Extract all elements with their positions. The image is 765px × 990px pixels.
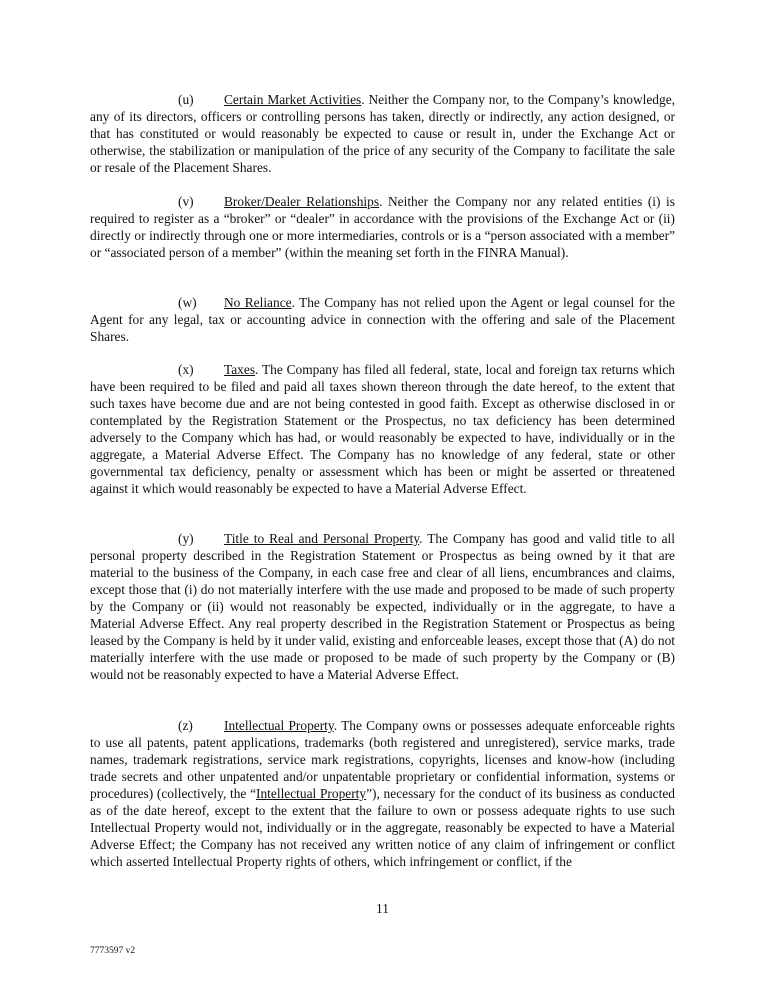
section-v-body: . Neither the Company nor any related entities (i) is required to register as a “broker” or “dealer” in accordance with the provisions of the Exchange Act or (ii) directly or indirectly through one or more intermediaries, controls or is a “person associated with a member” or “associated person of a member” (within the meaning set forth in the FINRA Manual). — [90, 194, 675, 260]
section-z-body-after: ”), necessary for the conduct of its business as conducted as of the date hereof, except to the extent that the failure to own or possess adequate rights to use such Intellectual Property would not, individually or in the aggregate, reasonably be expected to have a Material Adverse Effect; the Company has not received any written notice of any claim of infringement or conflict which asserted Intellectual Property rights of others, which infringement or conflict, if the — [90, 786, 675, 869]
section-w-body: . The Company has not relied upon the Agent or legal counsel for the Agent for any legal, tax or accounting advice in connection with the offering and sale of the Placement Shares. — [90, 295, 675, 344]
section-w-marker: (w) — [178, 295, 197, 310]
section-v-marker: (v) — [178, 194, 194, 209]
section-x-marker: (x) — [178, 362, 194, 377]
section-u-marker: (u) — [178, 92, 194, 107]
section-u-heading: Certain Market Activities — [224, 92, 362, 107]
defined-term-intellectual-property: Intellectual Property — [256, 786, 367, 801]
section-x-body: . The Company has filed all federal, state, local and foreign tax returns which have been required to be filed and paid all taxes shown thereon through the date hereof, to the extent that such taxes have become due and are not being contested in good faith. Except as otherwise disclosed in or contemplated by the Registration Statement or the Prospectus, no tax deficiency has been determined adversely to the Company which has had, or would reasonably be expected to have, individually or in the aggregate, a Material Adverse Effect. The Company has no knowledge of any federal, state or other governmental tax deficiency, penalty or assessment which has been or might be asserted or threatened against it which would reasonably be expected to have a Material Adverse Effect. — [90, 362, 675, 496]
section-u-body: . Neither the Company nor, to the Company’s knowledge, any of its directors, officers or controlling persons has taken, directly or indirectly, any action designed, or that has constituted or would reasonably be expected to cause or result in, under the Exchange Act or otherwise, the stabilization or manipulation of the price of any security of the Company to facilitate the sale or resale of the Placement Shares. — [90, 92, 675, 175]
section-x — [90, 361, 675, 497]
section-y-marker: (y) — [178, 531, 194, 546]
page-number: 11 — [376, 901, 389, 916]
section-w — [90, 294, 675, 345]
section-y-body: . The Company has good and valid title to all personal property described in the Registration Statement or Prospectus as being owned by it that are material to the business of the Company, in each case free and clear of all liens, encumbrances and claims, except those that (i) do not materially interfere with the use made and proposed to be made of such property by the Company or (ii) would not reasonably be expected, individually or in the aggregate, to have a Material Adverse Effect. Any real property described in the Registration Statement or Prospectus as being leased by the Company is held by it under valid, existing and enforceable leases, except those that (A) do not materially interfere with the use made or proposed to be made of such property by the Company or (B) would not be reasonably expected to have a Material Adverse Effect. — [90, 531, 675, 682]
section-v-heading: Broker/Dealer Relationships — [224, 194, 380, 209]
section-z-heading: Intellectual Property — [224, 718, 334, 733]
section-z — [90, 717, 675, 870]
section-x-heading: Taxes — [224, 362, 256, 377]
section-y-heading: Title to Real and Personal Property — [224, 531, 420, 546]
section-y — [90, 530, 675, 683]
section-z-body-before: . The Company owns or possesses adequate enforceable rights to use all patents, patent applications, trademarks (both registered and unregistered), service marks, trade names, trademark registrations, service mark registrations, copyrights, licenses and know-how (including trade secrets and other unpatented and/or unpatentable proprietary or confidential information, systems or procedures) (collectively, the “ — [90, 718, 676, 801]
document-id: 7773597 v2 — [90, 946, 136, 956]
section-z-marker: (z) — [178, 718, 193, 733]
section-v — [90, 193, 675, 261]
section-w-heading: No Reliance — [224, 295, 292, 310]
section-u — [90, 91, 675, 176]
